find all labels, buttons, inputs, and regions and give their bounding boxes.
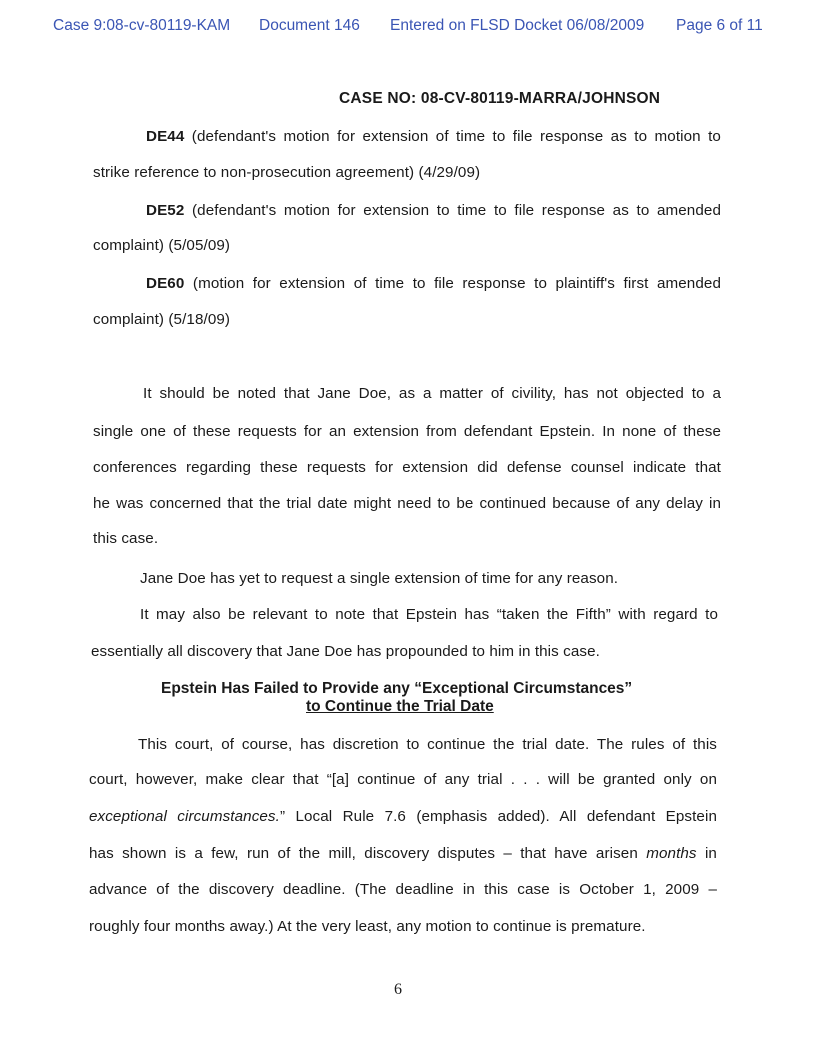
page-number: 6	[394, 981, 402, 998]
section-heading: Epstein Has Failed to Provide any “Exceptional Circumstances”	[161, 680, 633, 697]
paragraph-line: he was concerned that the trial date might need to be continued because of any delay in	[93, 495, 721, 512]
paragraph-line: advance of the discovery deadline. (The deadline in this case is October 1, 2009 –	[89, 881, 717, 898]
paragraph-line: essentially all discovery that Jane Doe has propounded to him in this case.	[91, 643, 600, 660]
paragraph-line: Jane Doe has yet to request a single extension of time for any reason.	[140, 570, 619, 587]
paragraph-line: conferences regarding these requests for extension did defense counsel indicate that	[93, 459, 721, 476]
entry-line: complaint) (5/05/09)	[93, 237, 231, 254]
paragraph-line: This court, of course, has discretion to continue the trial date. The rules of this	[138, 736, 717, 753]
header-case-number: Case 9:08-cv-80119-KAM	[53, 17, 231, 34]
entry-line	[146, 128, 721, 145]
paragraph-text: has shown is a few, run of the mill, discovery disputes – that have arisen	[89, 845, 638, 862]
entry-text: (defendant's motion for extension of time to file response as to motion to	[191, 128, 721, 145]
header-entered: Entered on FLSD Docket 06/08/2009	[390, 17, 645, 34]
header-page: Page 6 of 11	[676, 17, 763, 34]
paragraph-line: roughly four months away.) At the very least, any motion to continue is premature.	[89, 918, 646, 935]
entry-line	[146, 275, 721, 292]
paragraph-line: single one of these requests for an extension from defendant Epstein. In none of these	[93, 423, 721, 440]
paragraph-line	[89, 808, 717, 825]
entry-text: (motion for extension of time to file response to plaintiff's first amended	[192, 275, 721, 292]
entry-id: DE52	[146, 202, 185, 219]
entry-line: complaint) (5/18/09)	[93, 311, 231, 328]
paragraph-line: court, however, make clear that “[a] continue of any trial . . . will be granted only on	[89, 771, 717, 788]
entry-line	[146, 202, 721, 219]
paragraph-line: It should be noted that Jane Doe, as a matter of civility, has not objected to a	[143, 385, 721, 402]
case-number-title: CASE NO: 08-CV-80119-MARRA/JOHNSON	[339, 90, 661, 107]
paragraph-text: in	[704, 845, 717, 862]
paragraph-line: this case.	[93, 530, 159, 547]
paragraph-line	[89, 845, 717, 862]
entry-line: strike reference to non-prosecution agreement) (4/29/09)	[93, 164, 481, 181]
header-document: Document 146	[259, 17, 360, 34]
emphasis-text: months	[646, 845, 697, 862]
entry-id: DE60	[146, 275, 185, 292]
emphasis-text: exceptional circumstances.	[89, 808, 280, 825]
section-subheading: to Continue the Trial Date	[306, 698, 494, 715]
entry-text: (defendant's motion for extension to time to file response as to amended	[192, 202, 721, 219]
entry-id: DE44	[146, 128, 185, 145]
paragraph-text: ” Local Rule 7.6 (emphasis added). All defendant Epstein	[279, 808, 717, 825]
paragraph-line: It may also be relevant to note that Epstein has “taken the Fifth” with regard to	[140, 606, 718, 623]
